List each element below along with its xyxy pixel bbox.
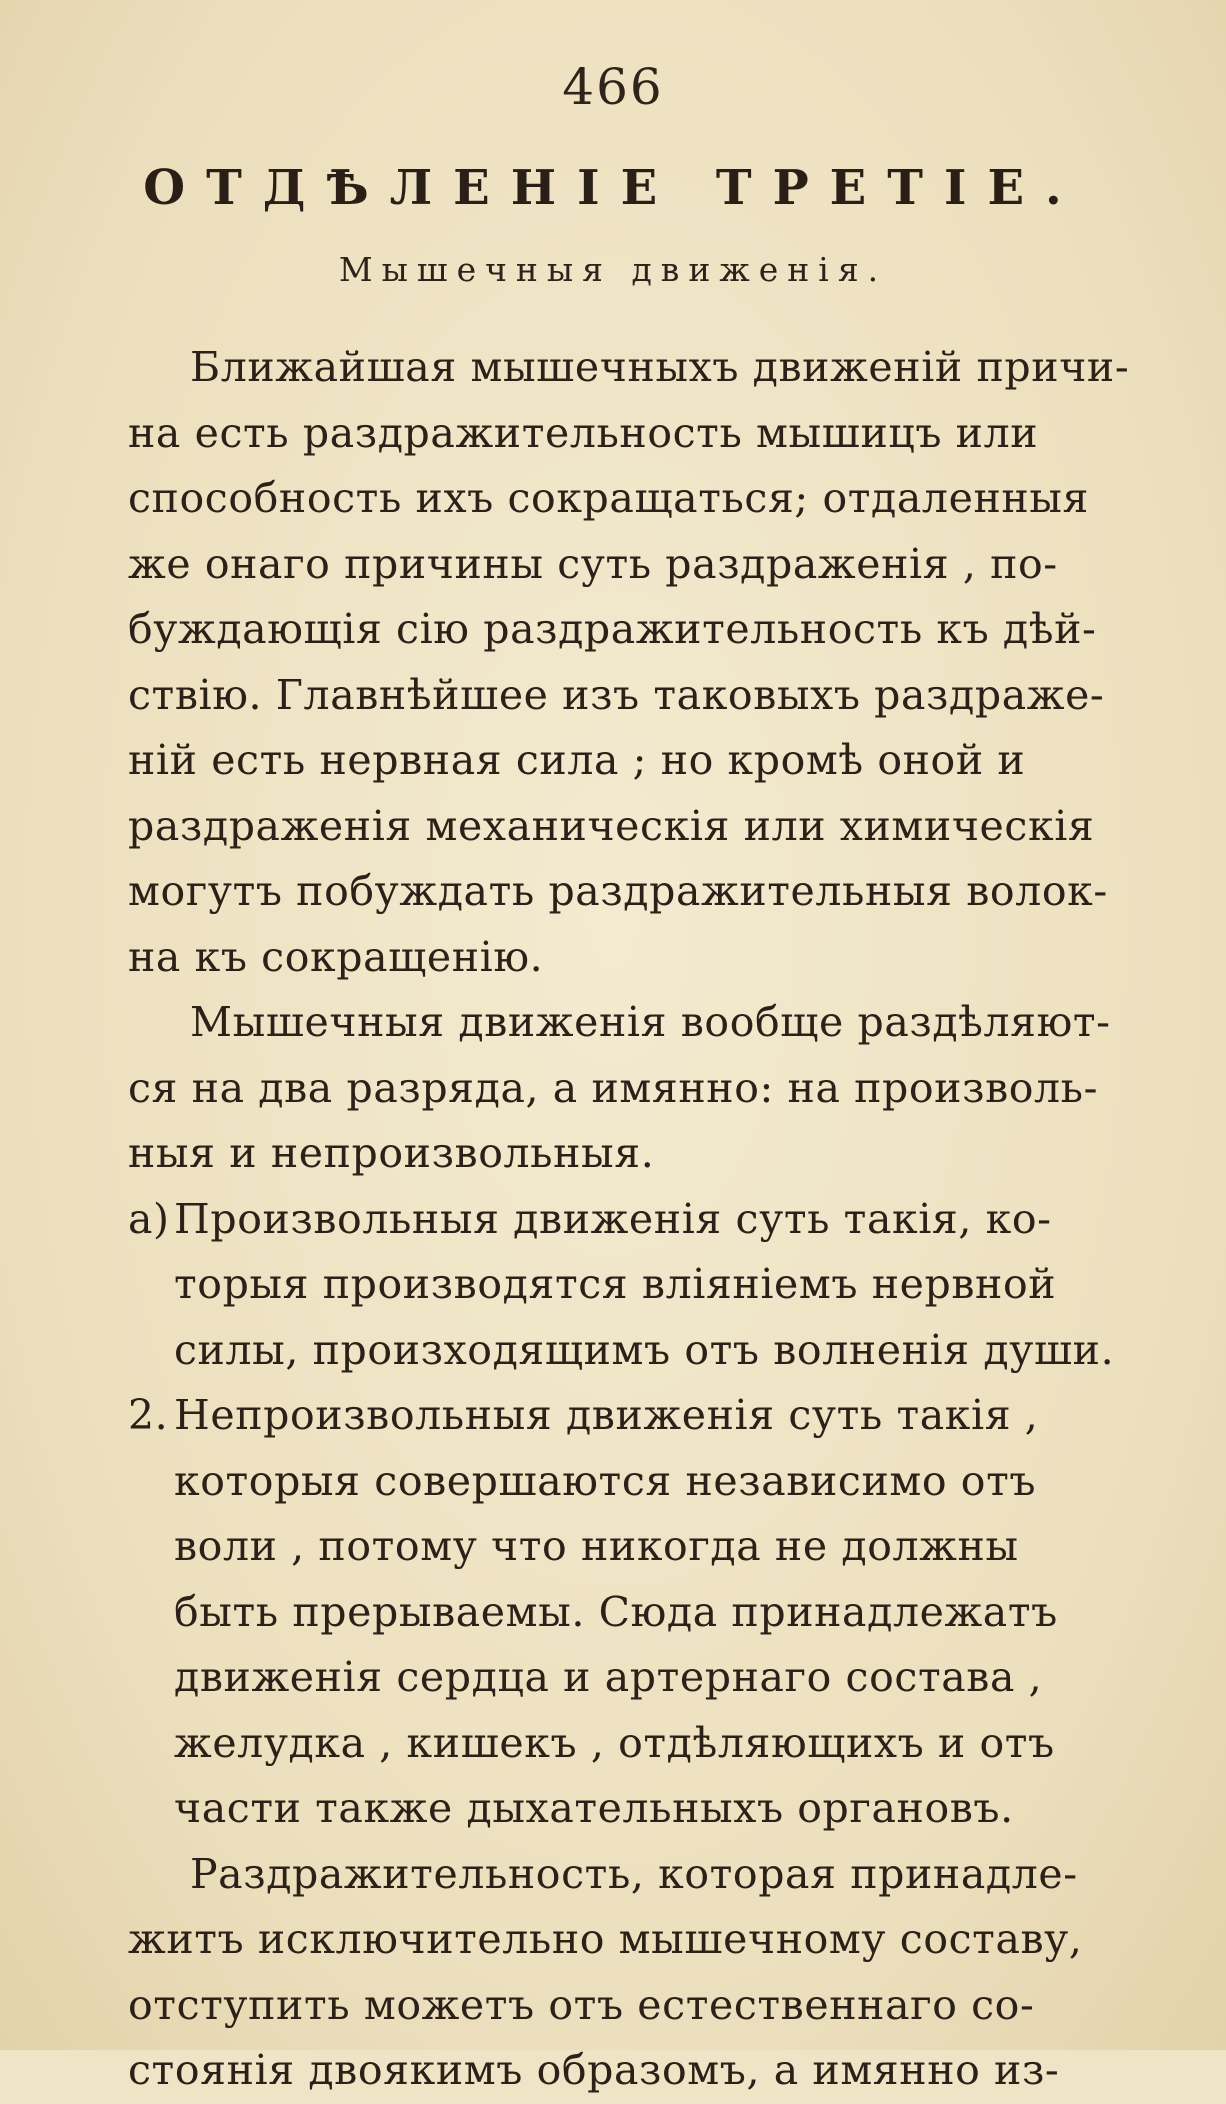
text-line: ствію. Главнѣйшее изъ таковыхъ раздраже- [128, 670, 1105, 719]
text-line: Мышечныя движенія вообще раздѣляют- [190, 998, 1111, 1046]
text-line [128, 1711, 1148, 1777]
text-line: на къ сокращенію. [128, 932, 544, 981]
page-number: 466 [562, 58, 664, 116]
text-line: Раздражительность, которая принадле- [190, 1849, 1078, 1898]
list-item-a [128, 1187, 1148, 1253]
text-line [128, 1449, 1148, 1515]
text-line [128, 1252, 1148, 1318]
text-line [128, 1514, 1148, 1580]
text-line: житъ исключительно мышечному составу, [128, 1915, 1083, 1963]
text-line: ся на два разряда, а имянно: на произволь- [128, 1063, 1099, 1112]
text-line-content: движенія сердца и артернаго состава , [174, 1653, 1043, 1701]
list-marker-a: а) [128, 1194, 170, 1243]
text-line-content: части также дыхательныхъ органовъ. [174, 1784, 1014, 1832]
text-line [128, 1645, 1148, 1711]
text-line: на есть раздражительность мышицъ или [128, 408, 1039, 457]
text-line [128, 1776, 1148, 1842]
list-item-2 [128, 1383, 1148, 1449]
list-marker-2: 2. [128, 1391, 169, 1439]
text-line: могутъ побуждать раздражительныя волок- [128, 867, 1108, 915]
text-line: способность ихъ сокращаться; отдаленныя [128, 474, 1089, 522]
text-line-content: силы, произходящимъ отъ волненія души. [174, 1325, 1115, 1374]
text-line: ній есть нервная сила ; но кромѣ оной и [128, 736, 1026, 784]
body-text [128, 335, 1148, 2104]
text-line: раздраженія механическія или химическія [128, 801, 1095, 850]
text-line-content: которыя совершаются независимо отъ [174, 1456, 1037, 1505]
text-line: Непроизвольныя движенія суть такія , [174, 1391, 1039, 1439]
text-line-content: желудка , кишекъ , отдѣляющихъ и отъ [174, 1718, 1055, 1767]
text-line-content: воли , потому что никогда не должны [174, 1522, 1019, 1570]
text-line: Ближайшая мышечныхъ движеній причи- [190, 343, 1130, 391]
text-line [128, 1318, 1148, 1384]
section-subtitle: Мышечныя движенія. [338, 250, 888, 289]
section-title: ОТДѢЛЕНІЕ ТРЕТІЕ. [143, 160, 1083, 216]
text-line: стоянія двоякимъ образомъ, а имянно из- [128, 2046, 1060, 2094]
text-line: же онаго причины суть раздраженія , по- [128, 539, 1058, 588]
text-line-content: быть прерываемы. Сюда принадлежатъ [174, 1587, 1058, 1636]
text-line [128, 1580, 1148, 1646]
text-line: Произвольныя движенія суть такія, ко- [174, 1194, 1052, 1243]
text-line: отступить можетъ отъ естественнаго со- [128, 1980, 1035, 2029]
text-line-content: торыя производятся вліяніемъ нервной [174, 1260, 1057, 1308]
text-line: ныя и непроизвольныя. [128, 1129, 655, 1177]
text-line: буждающія сію раздражительность къ дѣй- [128, 605, 1097, 653]
